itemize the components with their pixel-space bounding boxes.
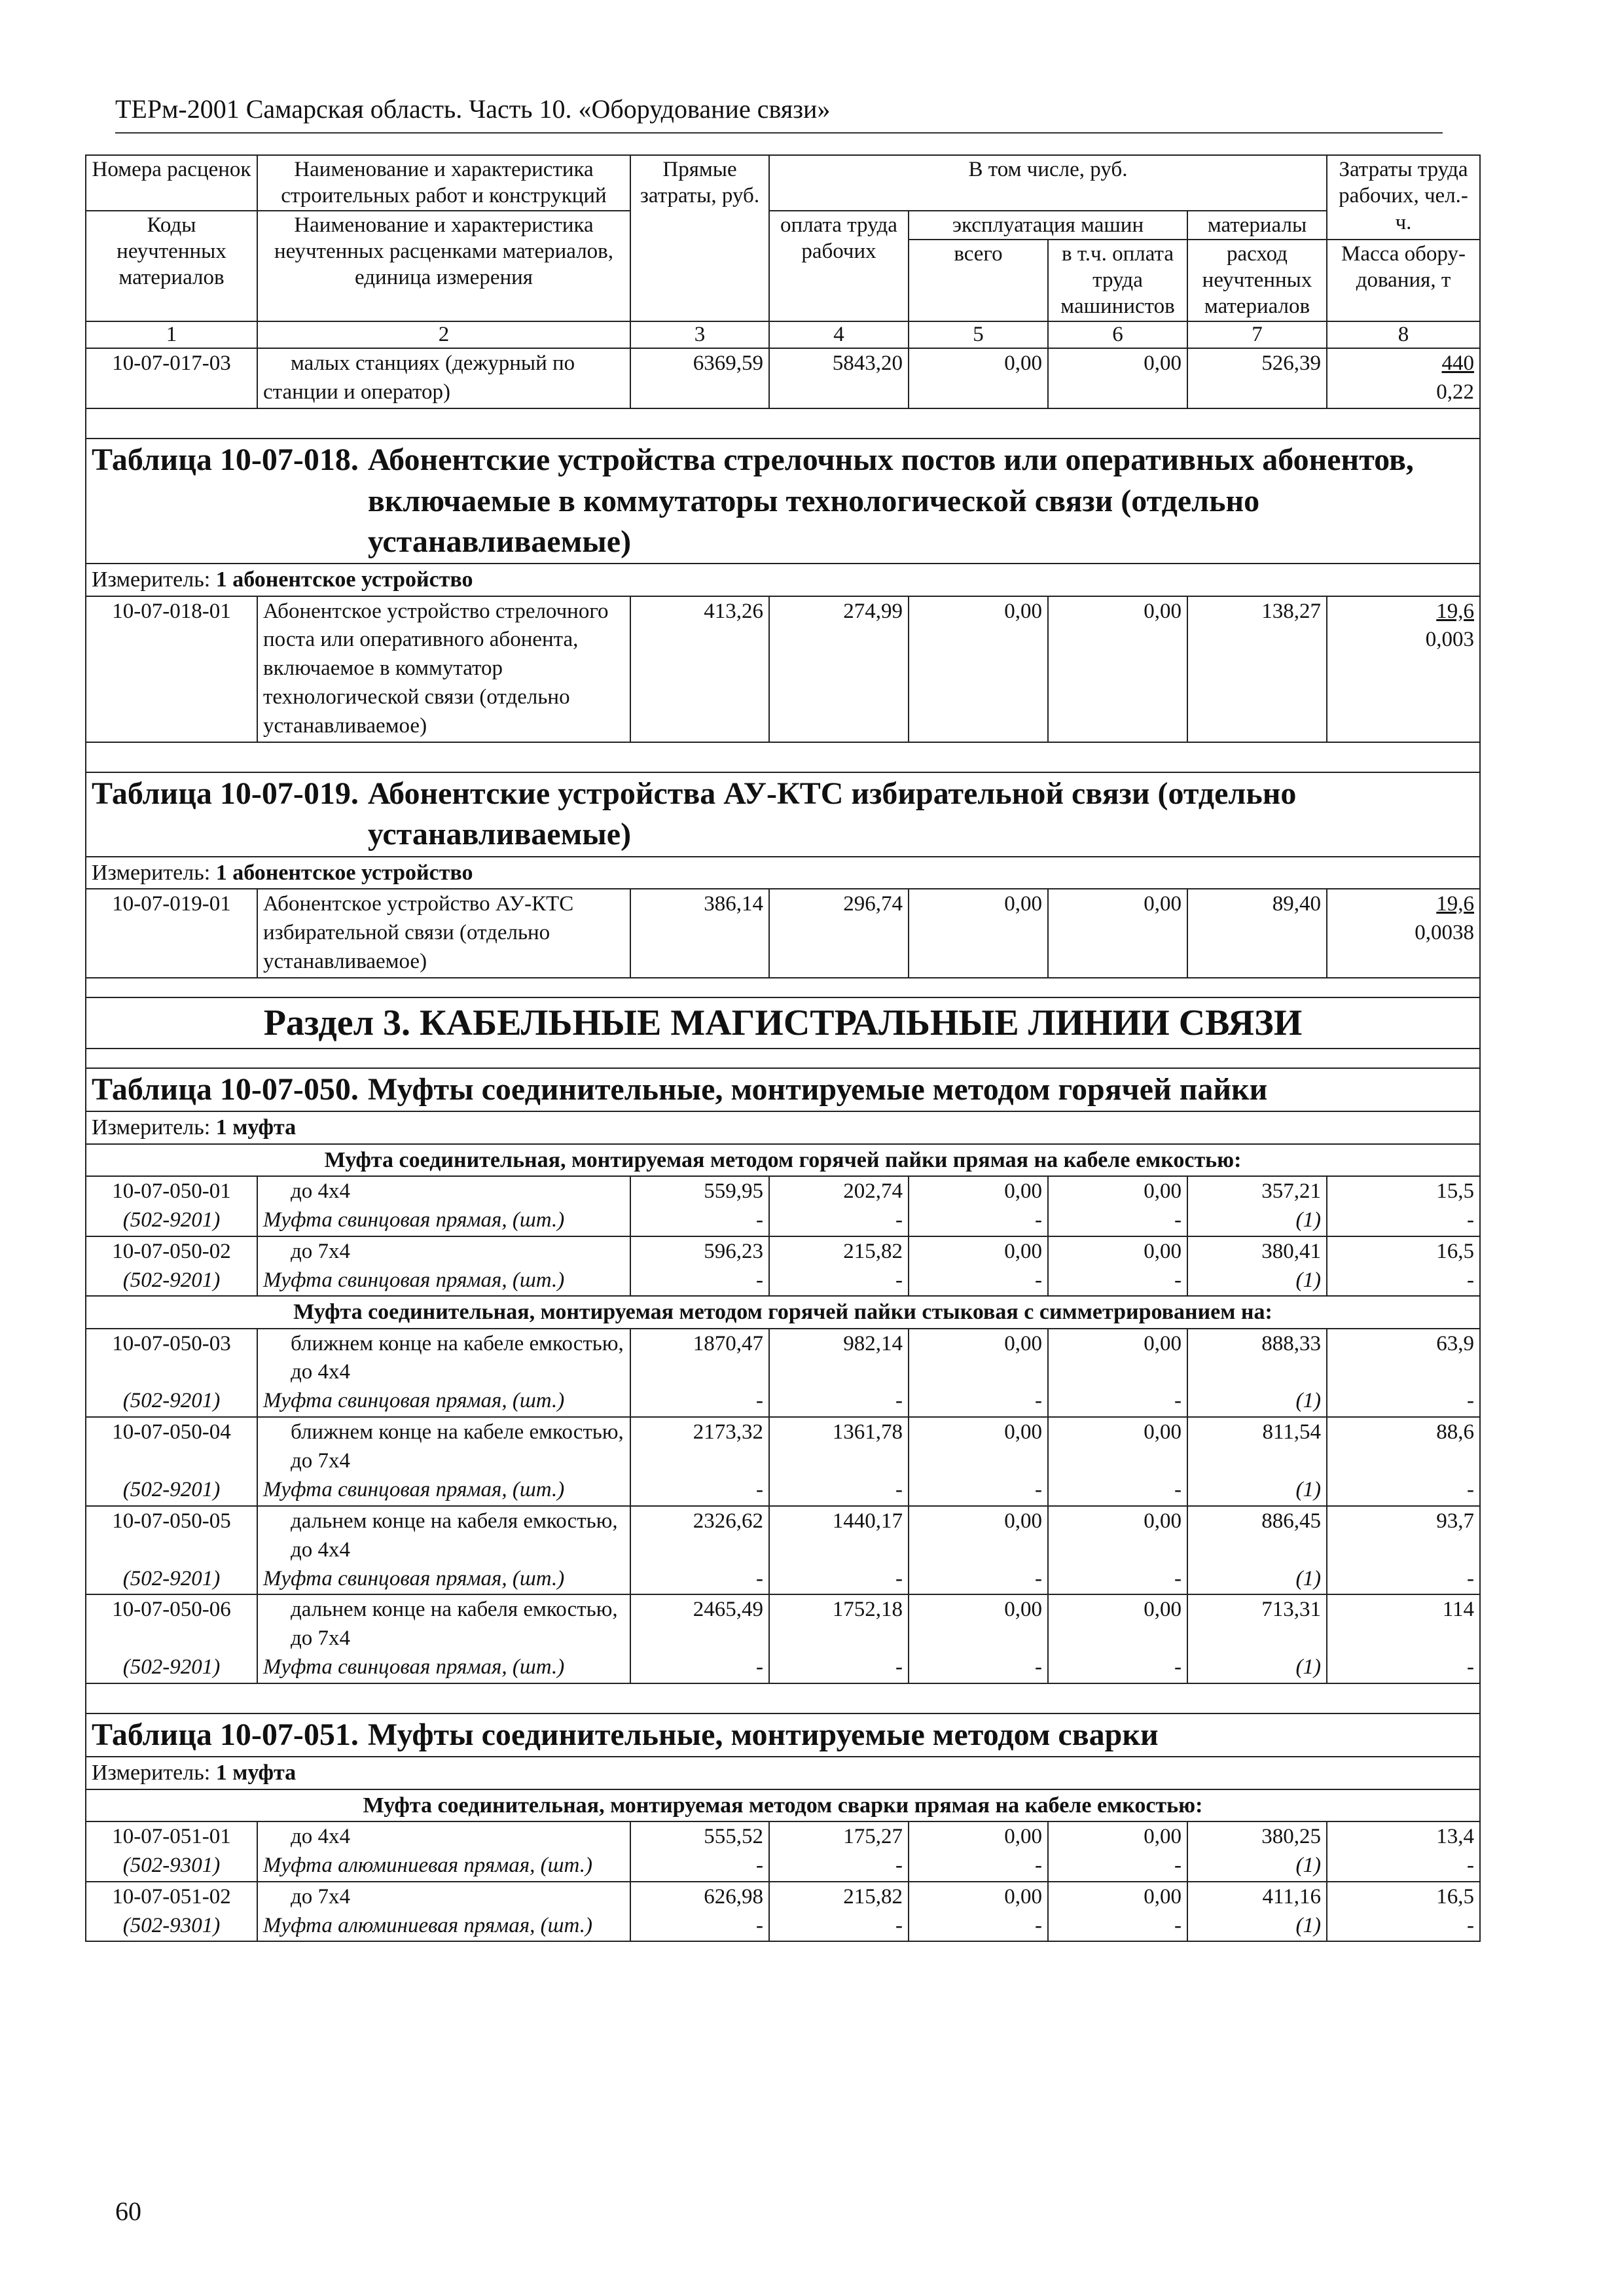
direct-costs: 386,14 [630,889,769,978]
mach-value: 0,00 - [909,1506,1048,1595]
materials-cost: 811,54 (1) [1187,1417,1327,1506]
machines-total: 0,00 [909,596,1048,742]
worker-pay: 296,74 [769,889,909,978]
material-name: Муфта алюминиевая прямая, (шт.) [263,1913,592,1937]
column-number: 5 [909,321,1048,349]
measure-value: 1 абонентское устройство [215,567,473,592]
direct-value: 2326,62 - [630,1506,769,1595]
mach-value: 0,00 - [909,1594,1048,1683]
material-qty: (1) [1295,1913,1322,1937]
mach_labor-value: 0,00 - [1048,1821,1187,1882]
materials-cost: 138,27 [1187,596,1327,742]
direct-costs: 559,95 - [630,1176,769,1236]
material-qty: (1) [1295,1477,1322,1501]
table-header-row-2 [86,211,1480,240]
machinist-pay: 0,00 - [1048,1236,1187,1297]
rate-name: до 4х4 Муфта алюминиевая прямая, (шт.) [257,1821,630,1882]
material-code: (502-9201) [122,1389,221,1413]
subheading-row [86,1789,1480,1821]
rate-code: 10-07-050-06 (502-9201) [86,1594,257,1683]
table-row [86,348,1480,408]
direct-costs: 596,23 - [630,1236,769,1297]
mach_labor-value: 0,00 - [1048,1594,1187,1683]
rate-code: 10-07-050-02 (502-9201) [86,1236,257,1297]
direct-value: 2465,49 - [630,1594,769,1683]
mach-value: 0,00 - [909,1882,1048,1942]
materials-cost: 713,31 (1) [1187,1594,1327,1683]
table-row [86,596,1480,742]
subheading: Муфта соединительная, монтируемая методом горячей пайки прямая на кабеле емкостью: [86,1144,1480,1176]
materials-cost: 89,40 [1187,889,1327,978]
rate-code: 10-07-050-01 (502-9201) [86,1176,257,1236]
labor-hours: 15,5 - [1327,1176,1480,1236]
header-material-name: Наименование и характеристика неучтенных расценками материалов, единица измерения [257,211,630,321]
measure-row [86,564,1480,596]
table-title-018 [86,439,1480,564]
materials-cost: 380,41 (1) [1187,1236,1327,1297]
material-name: Муфта свинцовая прямая, (шт.) [263,1477,565,1501]
equipment-mass: 0,22 [1436,380,1475,404]
table-spacer [86,408,1480,439]
material-name: Муфта свинцовая прямая, (шт.) [263,1566,565,1590]
column-number: 8 [1327,321,1480,349]
rate-name: дальнем конце на кабеля емкостью, до 7х4 Муфта свинцовая прямая, (шт.) [257,1594,630,1683]
table-number: Таблица 10-07-019. [92,776,359,811]
machines-total: 0,00 [909,889,1048,978]
direct-value: 626,98 - [630,1882,769,1942]
material-name: Муфта свинцовая прямая, (шт.) [263,1208,565,1232]
material-name: Муфта свинцовая прямая, (шт.) [263,1655,565,1679]
table-title: Муфты соединительные, монтируемые методом сварки [367,1717,1159,1753]
header-rate-numbers: Номера расценок [86,155,257,211]
labor-hours: 19,6 [1436,599,1475,623]
labor-value: 1440,17 - [769,1506,909,1595]
machinist-pay: 0,00 [1048,596,1187,742]
header-worker-pay: оплата труда рабочих [769,211,909,321]
materials-cost: 886,45 (1) [1187,1506,1327,1595]
rate-name: Абонентское устройство стрелочного поста или оперативного абонента, включаемое в коммутатор технологической связи (отдельно устанавливаемое) [257,596,630,742]
header-including: В том числе, руб. [769,155,1327,211]
mach-value: 0,00 - [909,1417,1048,1506]
mach_labor-value: 0,00 - [1048,1417,1187,1506]
worker-pay: 274,99 [769,596,909,742]
material-code: (502-9201) [122,1566,221,1590]
material-qty: (1) [1295,1208,1322,1232]
table-row [86,1236,1480,1297]
material-code: (502-9201) [122,1208,221,1232]
rate-name: до 7х4 Муфта алюминиевая прямая, (шт.) [257,1882,630,1942]
material-qty: (1) [1295,1268,1322,1292]
machines-total: 0,00 - [909,1236,1048,1297]
column-number: 3 [630,321,769,349]
table-title-019 [86,772,1480,857]
measure-row [86,1111,1480,1143]
table-number: Таблица 10-07-050. [92,1072,359,1107]
labor-hours: 440 [1441,351,1475,376]
header-work-name: Наименование и характеристика строительных работ и конструкций [257,155,630,211]
section-heading: Раздел 3. КАБЕЛЬНЫЕ МАГИСТРАЛЬНЫЕ ЛИНИИ СВЯЗИ [86,997,1480,1049]
measure-value: 1 муфта [215,1115,297,1140]
worker-pay: 202,74 - [769,1176,909,1236]
section-heading-row [86,997,1480,1049]
rate-name: дальнем конце на кабеля емкостью, до 4х4 Муфта свинцовая прямая, (шт.) [257,1506,630,1595]
header-material-usage: расход неучтенных материалов [1187,240,1327,321]
material-name: Муфта алюминиевая прямая, (шт.) [263,1853,592,1877]
subheading: Муфта соединительная, монтируемая методом сварки прямая на кабеле емкостью: [86,1789,1480,1821]
rate-name: до 4х4 Муфта свинцовая прямая, (шт.) [257,1176,630,1236]
measure-label: Измеритель: [92,1115,211,1140]
material-qty: (1) [1295,1566,1322,1590]
worker-pay: 215,82 - [769,1236,909,1297]
table-row [86,1882,1480,1942]
materials-cost: 380,25 (1) [1187,1821,1327,1882]
page-number: 60 [115,2197,141,2226]
materials-cost: 888,33 (1) [1187,1329,1327,1418]
header-labor-hours: Затраты труда рабочих, чел.-ч. [1327,155,1480,240]
rate-name: до 7х4 Муфта свинцовая прямая, (шт.) [257,1236,630,1297]
direct-costs: 413,26 [630,596,769,742]
labor-value: 1752,18 - [769,1594,909,1683]
table-row [86,1329,1480,1418]
machinist-pay: 0,00 - [1048,1176,1187,1236]
header-equipment-mass: Масса обору-дования, т [1327,240,1480,321]
mach_labor-value: 0,00 - [1048,1329,1187,1418]
column-number: 1 [86,321,257,349]
machinist-pay: 0,00 [1048,889,1187,978]
table-spacer [86,978,1480,997]
header-material-codes: Коды неучтенных материалов [86,211,257,321]
labor-hours: 63,9 - [1327,1329,1480,1418]
labor-value: 175,27 - [769,1821,909,1882]
material-code: (502-9301) [122,1913,221,1937]
rate-code: 10-07-051-02 (502-9301) [86,1882,257,1942]
material-code: (502-9201) [122,1655,221,1679]
labor-hours: 93,7 - [1327,1506,1480,1595]
measure-label: Измеритель: [92,567,211,592]
table-row [86,1417,1480,1506]
table-title: Абонентские устройства АУ-КТС избирательной связи (отдельно устанавливаемые) [367,776,1297,852]
rate-name: ближнем конце на кабеле емкостью, до 7х4 Муфта свинцовая прямая, (шт.) [257,1417,630,1506]
measure-value: 1 муфта [215,1761,297,1785]
subheading-row [86,1144,1480,1176]
materials-cost: 357,21 (1) [1187,1176,1327,1236]
material-qty: (1) [1295,1655,1322,1679]
materials-cost: 526,39 [1187,348,1327,408]
material-code: (502-9201) [122,1268,221,1292]
table-title-050 [86,1068,1480,1111]
labor-value: 215,82 - [769,1882,909,1942]
measure-row [86,1757,1480,1789]
mach_labor-value: 0,00 - [1048,1506,1187,1595]
subheading: Муфта соединительная, монтируемая методом горячей пайки стыковая с симметрированием на: [86,1296,1480,1328]
labor-hours: 13,4 - [1327,1821,1480,1882]
rate-code: 10-07-050-05 (502-9201) [86,1506,257,1595]
rates-table [85,154,1481,1942]
mach-value: 0,00 - [909,1821,1048,1882]
machines-total: 0,00 [909,348,1048,408]
table-row [86,1594,1480,1683]
material-name: Муфта свинцовая прямая, (шт.) [263,1389,565,1413]
material-name: Муфта свинцовая прямая, (шт.) [263,1268,565,1292]
header-materials: материалы [1187,211,1327,240]
table-title: Абонентские устройства стрелочных постов или оперативных абонентов, включаемые в коммутаторы технологической связи (отдельно устанавливаемые) [367,442,1414,559]
table-number: Таблица 10-07-051. [92,1717,359,1753]
labor-hours: 16,5 - [1327,1882,1480,1942]
header-machines-total: всего [909,240,1048,321]
rate-code: 10-07-018-01 [86,596,257,742]
rate-name: ближнем конце на кабеле емкостью, до 4х4 Муфта свинцовая прямая, (шт.) [257,1329,630,1418]
rate-code: 10-07-019-01 [86,889,257,978]
worker-pay: 5843,20 [769,348,909,408]
labor-and-mass [1327,348,1480,408]
equipment-mass: 0,0038 [1415,920,1475,944]
direct-costs: 6369,59 [630,348,769,408]
material-code: (502-9201) [122,1477,221,1501]
material-code: (502-9301) [122,1853,221,1877]
column-number: 7 [1187,321,1327,349]
table-spacer [86,742,1480,772]
rate-code: 10-07-051-01 (502-9301) [86,1821,257,1882]
rate-code: 10-07-017-03 [86,348,257,408]
material-qty: (1) [1295,1389,1322,1413]
table-spacer [86,1683,1480,1713]
labor-value: 982,14 - [769,1329,909,1418]
column-number: 2 [257,321,630,349]
header-machinist-pay: в т.ч. оплата труда машинистов [1048,240,1187,321]
rate-code: 10-07-050-03 (502-9201) [86,1329,257,1418]
measure-label: Измеритель: [92,1761,211,1785]
labor-and-mass [1327,596,1480,742]
machines-total: 0,00 - [909,1176,1048,1236]
running-head: ТЕРм-2001 Самарская область. Часть 10. «Оборудование связи» [115,94,1443,134]
direct-value: 555,52 - [630,1821,769,1882]
measure-row [86,857,1480,889]
labor-hours: 88,6 - [1327,1417,1480,1506]
measure-value: 1 абонентское устройство [215,860,473,885]
direct-value: 2173,32 - [630,1417,769,1506]
column-numbers-row [86,321,1480,349]
mach-value: 0,00 - [909,1329,1048,1418]
measure-label: Измеритель: [92,860,211,885]
table-title-051 [86,1713,1480,1757]
material-qty: (1) [1295,1853,1322,1877]
rate-name: Абонентское устройство АУ-КТС избирательной связи (отдельно устанавливаемое) [257,889,630,978]
table-number: Таблица 10-07-018. [92,442,359,478]
table-row [86,1821,1480,1882]
machinist-pay: 0,00 [1048,348,1187,408]
direct-value: 1870,47 - [630,1329,769,1418]
materials-cost: 411,16 (1) [1187,1882,1327,1942]
table-header-row-1 [86,155,1480,211]
equipment-mass: 0,003 [1425,628,1475,652]
mach_labor-value: 0,00 - [1048,1882,1187,1942]
column-number: 6 [1048,321,1187,349]
labor-hours: 16,5 - [1327,1236,1480,1297]
header-machines: эксплуатация машин [909,211,1187,240]
table-row [86,1506,1480,1595]
table-row [86,1176,1480,1236]
rate-name: малых станциях (дежурный по станции и оператор) [257,348,630,408]
labor-hours: 114 - [1327,1594,1480,1683]
labor-and-mass [1327,889,1480,978]
column-number: 4 [769,321,909,349]
rate-code: 10-07-050-04 (502-9201) [86,1417,257,1506]
table-spacer [86,1049,1480,1068]
table-row [86,889,1480,978]
table-title: Муфты соединительные, монтируемые методом горячей пайки [367,1072,1268,1107]
labor-hours: 19,6 [1436,891,1475,916]
labor-value: 1361,78 - [769,1417,909,1506]
header-direct-costs: Прямые затраты, руб. [630,155,769,321]
subheading-row [86,1296,1480,1328]
